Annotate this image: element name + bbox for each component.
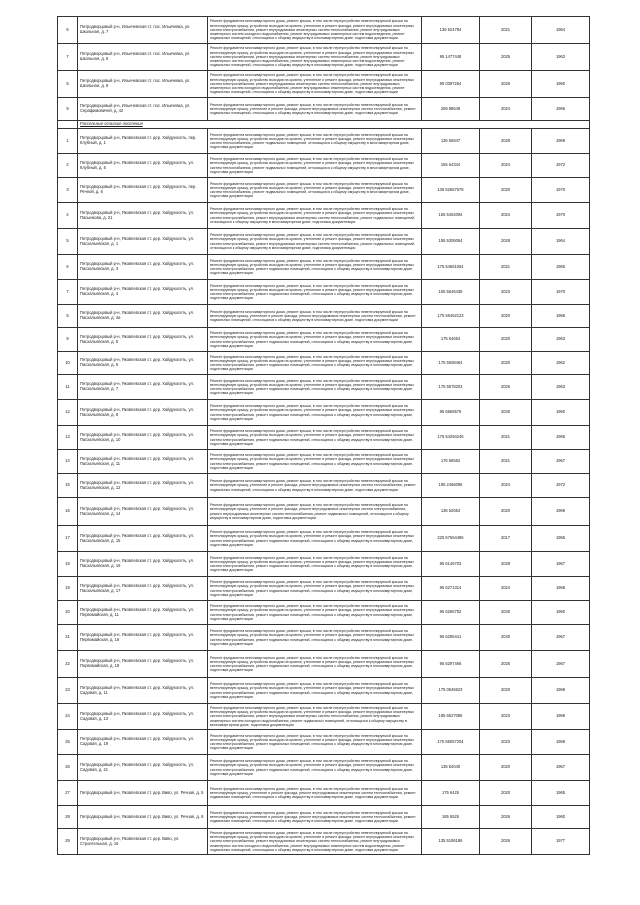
row-number-cell: 22 [58,651,78,678]
address-cell: Петродворцовый р-н, Яковлевская ст. дер. Хайдукосеть, ул. Пасхальевская, д. 16 [78,552,208,577]
build-year-cell: 1960 [532,601,590,625]
work-description-cell: Ремонт фундамента многоквартирного дома, ремонт крыши, в том числе переустройство невентилируемой крыши на вентилируемую крышу, устройство выходов на кровлю, утепление и ремонт фасада, ремонт внутридомовых инженерных систем электроснабжения, ремонт внутридомовых инженерных систем теплоснабжения, ремонт внутридомовых инженерных систем холодного водоснабжения, ремонт внутридомовых инженерных систем водоотведения, ремонт подвальных помещений, относящихся к общему имуществу в многоквартирном доме, подготовка документации [208,44,422,71]
repair-year-cell: 2029 [480,552,532,577]
work-description-cell: Ремонт фундамента многоквартирного дома, ремонт крыши, в том числе переустройство невентилируемой крыши на вентилируемую крышу, устройство выходов на кровлю, утепление и ремонт фасада, ремонт внутридомовых инженерных систем электроснабжения, ремонт подвальных помещений, относящихся к общему имуществу в многоквартирном доме, подготовка документации [208,755,422,781]
address-cell: Петродворцовый р-н, Яковлевская ст. дер. Хайдукосеть, ул. Пасынкова, д. 21 [78,203,208,229]
row-number-cell: 25 [58,730,78,755]
address-cell: Петродворцовый р-н, Яковлевская ст. дер. Хайдукосеть, ул. Пасхальевская, д. 4 [78,280,208,305]
repair-year-cell: 2020 [480,352,532,375]
repair-year-cell: 2024 [480,203,532,229]
work-description-cell: Ремонт фундамента многоквартирного дома, ремонт крыши, в том числе переустройство невентилируемой крыши на вентилируемую крышу, устройство выходов на кровлю, утепление и ремонт фасада, ремонт внутридомовых инженерных систем электроснабжения, ремонт подвальных помещений, относящихся к общему имуществу в многоквартирном доме, подготовка документации [208,601,422,625]
row-number-cell: 24 [58,704,78,730]
cost-cell: 155 5454094 [422,203,480,229]
build-year-cell: 1977 [532,829,590,855]
repair-year-cell: 2020 [480,678,532,704]
address-cell: Петродворцовый р-н, Яковлевская ст. дер. Хайдукосеть, ул. Пасхальевская, д. 1 [78,229,208,255]
repair-year-cell: 2023 [480,704,532,730]
table-row [58,651,590,678]
repair-year-cell: 2021 [480,17,532,44]
table-row [58,400,590,426]
address-cell: Петродворцовый р-н, Яковлевская ст. дер. Хайдукосеть, ул. Пасхальевская, д. 15 [78,526,208,552]
repair-year-cell: 2024 [480,577,532,601]
row-number-cell: 20 [58,601,78,625]
cost-cell: 135 5186186 [422,829,480,855]
table-row [58,755,590,781]
build-year-cell: 1963 [532,375,590,400]
work-description-cell: Ремонт фундамента многоквартирного дома, ремонт крыши, в том числе переустройство невентилируемой крыши на вентилируемую крышу, утепление и ремонт фасада, ремонт внутридомовых инженерных систем теплоснабжения, ремонт подвальных помещений, относящихся к общему имуществу в многоквартирном доме, подготовка документации [208,305,422,328]
row-number-cell: 2 [58,154,78,178]
build-year-cell: 1960 [532,400,590,426]
work-description-cell: Ремонт фундамента многоквартирного дома, ремонт крыши, в том числе переустройство невентилируемой крыши на вентилируемую крышу, утепление и ремонт фасада, ремонт внутридомовых инженерных систем электроснабжения, ремонт внутридомовых инженерных систем теплоснабжения, ремонт подвальных помещений, относящихся к общему имуществу в многоквартирном доме, подготовка документации [208,498,422,526]
row-number-cell: 5 [58,229,78,255]
work-description-cell: Ремонт фундамента многоквартирного дома, ремонт крыши, в том числе переустройство невентилируемой крыши на вентилируемую крышу, устройство выходов на кровлю, утепление и ремонт фасада, ремонт внутридомовых инженерных систем теплоснабжения, ремонт подвальных помещений, относящихся к общему имуществу в многоквартирном доме, подготовка документации [208,178,422,203]
repair-year-cell: 2026 [480,651,532,678]
repair-year-cell: 2020 [480,498,532,526]
cost-cell: 95 6271314 [422,577,480,601]
cost-cell: 95 0397264 [422,71,480,98]
work-description-cell: Ремонт фундамента многоквартирного дома, ремонт крыши, в том числе переустройство невентилируемой крыши на вентилируемую крышу, устройство выходов на кровлю, утепление и ремонт фасада, ремонт внутридомовых инженерных систем электроснабжения, ремонт внутридомовых инженерных систем теплоснабжения, ремонт внутридомовых инженерных систем холодного водоснабжения, ремонт внутридомовых инженерных систем водоотведения, ремонт подвальных помещений, относящихся к общему имуществу в многоквартирном доме, подготовка документации [208,71,422,98]
top-rows [58,17,590,121]
work-description-cell: Ремонт фундамента многоквартирного дома, ремонт крыши, в том числе переустройство невентилируемой крыши на вентилируемую крышу, утепление и ремонт фасада, ремонт внутридомовых инженерных систем теплоснабжения, ремонт подвальных помещений, относящихся к общему имуществу в многоквартирном доме, подготовка документации [208,98,422,121]
address-cell: Петродворцовый р-н, Яковлевская ст. дер. Хайдукосеть, ул. Садовая, д. 19 [78,730,208,755]
table-row [58,781,590,806]
cost-cell: 95 6295441 [422,625,480,651]
address-cell: Петродворцовый р-н, Яковлевская ст. дер. Виво, ул. Строительная, д. 16 [78,829,208,855]
address-cell: Петродворцовый р-н, Яковлевская ст. дер. Виво, ул. Речная, д. 5 [78,781,208,806]
work-description-cell: Ремонт фундамента многоквартирного дома, ремонт крыши, в том числе переустройство невентилируемой крыши на вентилируемую крышу, устройство выходов на кровлю, утепление и ремонт фасада, ремонт внутридомовых инженерных систем электроснабжения, ремонт подвальных помещений, относящихся к общему имуществу в многоквартирном доме, подготовка документации [208,730,422,755]
row-number-cell: 26 [58,755,78,781]
cost-cell: 175 6425 [422,781,480,806]
build-year-cell: 1969 [532,498,590,526]
cost-cell: 225 57564486 [422,526,480,552]
address-cell: Петродворцовый р-н, Яковлевская ст. дер. Хайдукосеть, ул. Первомайская, д. 16 [78,625,208,651]
address-cell: Петродворцовый р-н, Яковлевская ст. дер. Хайдукосеть, ул. Садовая, д. 13 [78,704,208,730]
work-description-cell: Ремонт фундамента многоквартирного дома, ремонт крыши, в том числе переустройство невентилируемой крыши на вентилируемую крышу, утепление и ремонт фасада, ремонт внутридомовых инженерных систем теплоснабжения, ремонт подвальных помещений, относящихся к общему имуществу в многоквартирном доме, подготовка документации [208,806,422,829]
address-cell: Петродворцовый р-н, Яковлевская ст. дер. Хайдукосеть, ул. Пасхальевская, д. 11 [78,450,208,474]
section-num-cell [58,121,78,129]
address-cell: Петродворцовый р-н, Яковлевская ст. дер. Хайдукосеть, ул. Пасхальевская, д. 6 [78,352,208,375]
row-number-cell: 3 [58,178,78,203]
build-year-cell: 1967 [532,651,590,678]
build-year-cell: 1970 [532,203,590,229]
row-number-cell: 21 [58,625,78,651]
row-number-cell: 23 [58,678,78,704]
address-cell: Петродворцовый р-н, Яковлевская ст. дер. Хайдукосеть, ул. Садовая, д. 11 [78,678,208,704]
table-row [58,625,590,651]
table-row [58,498,590,526]
work-description-cell: Ремонт фундамента многоквартирного дома, ремонт крыши, в том числе переустройство невентилируемой крыши на вентилируемую крышу, устройство выходов на кровлю, утепление и ремонт фасада, ремонт внутридомовых инженерных систем электроснабжения, ремонт подвальных помещений, относящихся к общему имуществу в многоквартирном доме, подготовка документации [208,526,422,552]
table-row [58,178,590,203]
address-cell: Петродворцовый р-н, Яковлевская ст. дер. Хайдукосеть, ул. Пасхальевская, д. 3 [78,255,208,280]
build-year-cell: 1965 [532,305,590,328]
row-number-cell: 11 [58,375,78,400]
cost-cell: 95 6266752 [422,601,480,625]
row-number-cell: 10 [58,352,78,375]
address-cell: Петродворцовый р-н, Яковлевская ст. дер. Хайдукосеть, пер. Речной, д. 6 [78,178,208,203]
build-year-cell: 1970 [532,280,590,305]
row-number-cell: 13 [58,426,78,450]
row-number-cell: 8 [58,71,78,98]
table-row [58,704,590,730]
table-row [58,601,590,625]
repair-year-cell: 2040 [480,400,532,426]
row-number-cell: 17 [58,526,78,552]
repair-year-cell: 2020 [480,178,532,203]
address-cell: Петродворцовый р-н, Яковлевская ст. дер. Хайдукосеть, пер. Клубный, д. 1 [78,129,208,154]
repair-year-cell: 2025 [480,44,532,71]
capital-repair-table [57,16,590,855]
cost-cell: 176 56562 [422,450,480,474]
cost-cell: 95 6146703 [422,552,480,577]
cost-cell: 136 52654 [422,498,480,526]
work-description-cell: Ремонт фундамента многоквартирного дома, ремонт крыши, в том числе переустройство невентилируемой крыши на вентилируемую крышу, устройство выходов на кровлю, утепление и ремонт фасада, ремонт внутридомовых инженерных систем электроснабжения, ремонт подвальных помещений, относящихся к общему имуществу в многоквартирном доме, подготовка документации [208,400,422,426]
cost-cell: 195 2466096 [422,474,480,498]
build-year-cell: 1967 [532,625,590,651]
work-description-cell: Ремонт фундамента многоквартирного дома, ремонт крыши, в том числе переустройство невентилируемой крыши на вентилируемую крышу, устройство выходов на кровлю, утепление и ремонт фасада, ремонт внутридомовых инженерных систем электроснабжения, ремонт подвальных помещений, относящихся к общему имуществу в многоквартирном доме, подготовка документации [208,450,422,474]
build-year-cell: 1965 [532,781,590,806]
work-description-cell: Ремонт фундамента многоквартирного дома, ремонт крыши, в том числе переустройство невентилируемой крыши на вентилируемую крышу, устройство выходов на кровлю, утепление и ремонт фасада, ремонт внутридомовых инженерных систем электроснабжения, ремонт подвальных помещений, относящихся к общему имуществу в многоквартирном доме, подготовка документации [208,280,422,305]
cost-cell: 175 54661064 [422,255,480,280]
table-row [58,829,590,855]
table-row [58,229,590,255]
table-row [58,154,590,178]
build-year-cell: 1964 [532,229,590,255]
address-cell: Петродворцовый р-н, Ильичевская ст. пос. Ильичевка, ул. Школьная, д. 9 [78,71,208,98]
work-description-cell: Ремонт фундамента многоквартирного дома, ремонт крыши, в том числе переустройство невентилируемой крыши на вентилируемую крышу, устройство выходов на кровлю, утепление и ремонт фасада, ремонт внутридомовых инженерных систем электроснабжения, ремонт подвальных помещений, относящихся к общему имуществу в многоквартирном доме, подготовка документации [208,375,422,400]
build-year-cell: 1967 [532,755,590,781]
repair-year-cell: 2040 [480,601,532,625]
build-year-cell: 1969 [532,704,590,730]
build-year-cell: 1965 [532,526,590,552]
table-row [58,450,590,474]
address-cell: Петродворцовый р-н, Ильичевская ст. пос. Ильичевка, ул. Серафимовичей, д. 42 [78,98,208,121]
section-row [58,121,590,129]
work-description-cell: Ремонт фундамента многоквартирного дома, ремонт крыши, в том числе переустройство невентилируемой крыши на вентилируемую крышу, устройство выходов на кровлю, утепление и ремонт фасада, ремонт внутридомовых инженерных систем электроснабжения, ремонт внутридомовых инженерных систем теплоснабжения, ремонт подвальных помещений, относящихся к общему имуществу в многоквартирном доме, подготовка документации [208,229,422,255]
build-year-cell: 1966 [532,98,590,121]
work-description-cell: Ремонт фундамента многоквартирного дома, ремонт крыши, в том числе переустройство невентилируемой крыши на вентилируемую крышу, устройство выходов на кровлю, утепление и ремонт фасада, ремонт внутридомовых инженерных систем электроснабжения, ремонт внутридомовых инженерных систем теплоснабжения, ремонт внутридомовых инженерных систем холодного водоснабжения, ремонт внутридомовых инженерных систем водоотведения, ремонт подвальных помещений, относящихся к общему имуществу в многоквартирном доме, подготовка документации [208,829,422,855]
work-description-cell: Ремонт фундамента многоквартирного дома, ремонт крыши, в том числе переустройство невентилируемой крыши на вентилируемую крышу, устройство выходов на кровлю, утепление и ремонт фасада, ремонт внутридомовых инженерных систем электроснабжения, ремонт подвальных помещений, относящихся к общему имуществу в многоквартирном доме, подготовка документации [208,651,422,678]
work-description-cell: Ремонт фундамента многоквартирного дома, ремонт крыши, в том числе переустройство невентилируемой крыши на вентилируемую крышу, устройство выходов на кровлю, утепление и ремонт фасада, ремонт внутридомовых инженерных систем электроснабжения, ремонт внутридомовых инженерных систем теплоснабжения, ремонт внутридомовых инженерных систем холодного водоснабжения, ремонт подвальных помещений, относящихся к общему имуществу в многоквартирном доме, подготовка документации [208,704,422,730]
address-cell: Петродворцовый р-н, Яковлевская ст. дер. Хайдукосеть, ул. Первомайская, д. 18 [78,651,208,678]
address-cell: Петродворцовый р-н, Яковлевская ст. дер. Хайдукосеть, ул. Пасхальевская, д. 14 [78,498,208,526]
table-row [58,280,590,305]
table-row [58,328,590,352]
repair-year-cell: 2023 [480,730,532,755]
address-cell: Петродворцовый р-н, Яковлевская ст. дер. Хайдукосеть, ул. Пасхальевская, д. 10 [78,426,208,450]
build-year-cell: 1970 [532,178,590,203]
row-number-cell: 8 [58,305,78,328]
row-number-cell: 6 [58,255,78,280]
table-row [58,526,590,552]
build-year-cell: 1962 [532,352,590,375]
cost-cell: 95 6566576 [422,400,480,426]
repair-year-cell: 2026 [480,806,532,829]
row-number-cell: 28 [58,806,78,829]
build-year-cell: 1960 [532,806,590,829]
row-number-cell: 9 [58,328,78,352]
section-rows [58,129,590,855]
address-cell: Петродворцовый р-н, Яковлевская ст. дер. Хайдукосеть, ул. Пасхальевская, д. 17 [78,577,208,601]
build-year-cell: 1967 [532,552,590,577]
work-description-cell: Ремонт фундамента многоквартирного дома, ремонт крыши, в том числе переустройство невентилируемой крыши на вентилируемую крышу, устройство выходов на кровлю, утепление и ремонт фасада, ремонт внутридомовых инженерных систем электроснабжения, ремонт подвальных помещений, относящихся к общему имуществу в многоквартирном доме, подготовка документации [208,552,422,577]
address-cell: Петродворцовый р-н, Яковлевская ст. дер. Хайдукосеть, ул. Пасхальевская, д. 8 [78,400,208,426]
work-description-cell: Ремонт фундамента многоквартирного дома, ремонт крыши, в том числе переустройство невентилируемой крыши на вентилируемую крышу, устройство выходов на кровлю, утепление и ремонт фасада, ремонт внутридомовых инженерных систем электроснабжения, ремонт подвальных помещений, относящихся к общему имуществу в многоквартирном доме, подготовка документации [208,255,422,280]
cost-cell: 175 54294246 [422,426,480,450]
address-cell: Петродворцовый р-н, Яковлевская ст. дер. Хайдукосеть, ул. Пасхальевская, д. 5 [78,328,208,352]
row-number-cell: 9 [58,98,78,121]
table-row [58,577,590,601]
table-row [58,129,590,154]
address-cell: Петродворцовый р-н, Ильичевская ст. пос. Ильичевка, ул. Школьная, д. 8 [78,44,208,71]
row-number-cell: 15 [58,474,78,498]
table-row [58,426,590,450]
address-cell: Петродворцовый р-н, Яковлевская ст. дер. Хайдукосеть, ул. Первомайская, д. 11 [78,601,208,625]
build-year-cell: 1969 [532,730,590,755]
repair-year-cell: 2023 [480,280,532,305]
table-row [58,203,590,229]
repair-year-cell: 2020 [480,781,532,806]
work-description-cell: Ремонт фундамента многоквартирного дома, ремонт крыши, в том числе переустройство невентилируемой крыши на вентилируемую крышу, устройство выходов на кровлю, утепление и ремонт фасада, ремонт внутридомовых инженерных систем электроснабжения, ремонт подвальных помещений, относящихся к общему имуществу в многоквартирном доме, подготовка документации [208,426,422,450]
cost-cell: 175 5508464 [422,352,480,375]
build-year-cell: 1969 [532,678,590,704]
work-description-cell: Ремонт фундамента многоквартирного дома, ремонт крыши, в том числе переустройство невентилируемой крыши на вентилируемую крышу, устройство выходов на кровлю, утепление и ремонт фасада, ремонт внутридомовых инженерных систем электроснабжения, ремонт внутридомовых инженерных систем теплоснабжения, ремонт внутридомовых инженерных систем холодного водоснабжения, ремонт внутридомовых инженерных систем водоотведения, ремонт подвальных помещений, относящихся к общему имуществу в многоквартирном доме, подготовка документации [208,17,422,44]
cost-cell: 175 0546623 [422,678,480,704]
address-cell: Петродворцовый р-н, Яковлевская ст. дер. Виво, ул. Речная, д. 8 [78,806,208,829]
repair-year-cell: 2024 [480,154,532,178]
cost-cell: 135 64040 [422,755,480,781]
row-number-cell: 14 [58,450,78,474]
repair-year-cell: 2024 [480,474,532,498]
row-number-cell: 18 [58,552,78,577]
repair-year-cell: 2020 [480,755,532,781]
address-cell: Петродворцовый р-н, Яковлевская ст. дер. Хайдукосеть, ул. Пасхальевская, д. 12 [78,474,208,498]
row-number-cell: 4 [58,203,78,229]
cost-cell: 155 64344 [422,154,480,178]
work-description-cell: Ремонт фундамента многоквартирного дома, ремонт крыши, в том числе переустройство невентилируемой крыши на вентилируемую крышу, устройство выходов на кровлю, утепление и ремонт фасада, ремонт внутридомовых инженерных систем электроснабжения, ремонт внутридомовых инженерных систем теплоснабжения, ремонт подвальных помещений, относящихся к общему имуществу в многоквартирном доме, подготовка документации [208,203,422,229]
address-cell: Петродворцовый р-н, Яковлевская ст. дер. Хайдукосеть, ул. Садовая, д. 21 [78,755,208,781]
work-description-cell: Ремонт фундамента многоквартирного дома, ремонт крыши, в том числе переустройство невентилируемой крыши на вентилируемую крышу, устройство выходов на кровлю, утепление и ремонт фасада, ремонт внутридомовых инженерных систем электроснабжения, ремонт подвальных помещений, относящихся к общему имуществу в многоквартирном доме, подготовка документации [208,328,422,352]
work-description-cell: Ремонт фундамента многоквартирного дома, ремонт крыши, в том числе переустройство невентилируемой крыши на вентилируемую крышу, утепление и ремонт фасада, ремонт внутридомовых инженерных систем теплоснабжения, ремонт подвальных помещений, относящихся к общему имуществу в многоквартирном доме, подготовка документации [208,474,422,498]
repair-year-cell: 2021 [480,450,532,474]
build-year-cell: 1967 [532,450,590,474]
address-cell: Петродворцовый р-н, Яковлевская ст. дер. Хайдукосеть, ул. Клубный, д. 5 [78,154,208,178]
build-year-cell: 1968 [532,577,590,601]
repair-year-cell: 2028 [480,129,532,154]
work-description-cell: Ремонт фундамента многоквартирного дома, ремонт крыши, в том числе переустройство невентилируемой крыши на вентилируемую крышу, устройство выходов на кровлю, утепление и ремонт фасада, ремонт внутридомовых инженерных систем электроснабжения, ремонт подвальных помещений, относящихся к общему имуществу в многоквартирном доме, подготовка документации [208,678,422,704]
section-title: Рассельные сельские поселения [78,121,590,129]
cost-cell: 95 6297466 [422,651,480,678]
repair-year-cell: 2026 [480,375,532,400]
repair-year-cell: 2026 [480,71,532,98]
address-cell: Петродворцовый р-н, Яковлевская ст. дер. Хайдукосеть, ул. Пасхальевская, д. 4а [78,305,208,328]
table-row [58,255,590,280]
repair-year-cell: 2020 [480,305,532,328]
work-description-cell: Ремонт фундамента многоквартирного дома, ремонт крыши, в том числе переустройство невентилируемой крыши на вентилируемую крышу, устройство выходов на кровлю, утепление и ремонт фасада, ремонт внутридомовых инженерных систем теплоснабжения, ремонт подвальных помещений, относящихся к общему имуществу в многоквартирном доме, подготовка документации [208,129,422,154]
table-row [58,44,590,71]
row-number-cell: 7 [58,280,78,305]
repair-year-cell: 2024 [480,98,532,121]
cost-cell: 136 52667678 [422,178,480,203]
cost-cell: 136 65847 [422,129,480,154]
row-number-cell: 29 [58,829,78,855]
cost-cell: 175 5578203 [422,375,480,400]
build-year-cell: 1972 [532,474,590,498]
repair-year-cell: 2021 [480,255,532,280]
address-cell: Петродворцовый р-н, Яковлевская ст. дер. Хайдукосеть, ул. Пасхальевская, д. 7 [78,375,208,400]
row-number-cell: 27 [58,781,78,806]
work-description-cell: Ремонт фундамента многоквартирного дома, ремонт крыши, в том числе переустройство невентилируемой крыши на вентилируемую крышу, утепление и ремонт фасада, ремонт внутридомовых инженерных систем теплоснабжения, ремонт подвальных помещений, относящихся к общему имуществу в многоквартирном доме, подготовка документации [208,781,422,806]
repair-year-cell: 2040 [480,625,532,651]
cost-cell: 155 5646435 [422,280,480,305]
work-description-cell: Ремонт фундамента многоквартирного дома, ремонт крыши, в том числе переустройство невентилируемой крыши на вентилируемую крышу, устройство выходов на кровлю, утепление и ремонт фасада, ремонт внутридомовых инженерных систем электроснабжения, ремонт подвальных помещений, относящихся к общему имуществу в многоквартирном доме, подготовка документации [208,352,422,375]
work-description-cell: Ремонт фундамента многоквартирного дома, ремонт крыши, в том числе переустройство невентилируемой крыши на вентилируемую крышу, устройство выходов на кровлю, утепление и ремонт фасада, ремонт внутридомовых инженерных систем электроснабжения, ремонт подвальных помещений, относящихся к общему имуществу в многоквартирном доме, подготовка документации [208,577,422,601]
build-year-cell: 1963 [532,44,590,71]
cost-cell: 136 524784 [422,17,480,44]
section-header [58,121,590,129]
build-year-cell: 1965 [532,255,590,280]
repair-year-cell: 2017 [480,526,532,552]
document-page [57,16,589,855]
row-number-cell: 6 [58,17,78,44]
build-year-cell: 1972 [532,154,590,178]
table-row [58,474,590,498]
cost-cell: 259 98648 [422,98,480,121]
cost-cell: 175 65057204 [422,730,480,755]
repair-year-cell: 2026 [480,829,532,855]
repair-year-cell: 2028 [480,229,532,255]
table-row [58,352,590,375]
build-year-cell: 1963 [532,328,590,352]
table-row [58,305,590,328]
cost-cell: 95 1477448 [422,44,480,71]
cost-cell: 185 6527086 [422,704,480,730]
row-number-cell: 19 [58,577,78,601]
cost-cell: 175 54654 [422,328,480,352]
row-number-cell: 12 [58,400,78,426]
row-number-cell: 1 [58,129,78,154]
repair-year-cell: 2021 [480,426,532,450]
cost-cell: 155 5306064 [422,229,480,255]
table-row [58,678,590,704]
build-year-cell: 1969 [532,129,590,154]
row-number-cell: 7 [58,44,78,71]
cost-cell: 175 55462123 [422,305,480,328]
table-row [58,71,590,98]
repair-year-cell: 2020 [480,328,532,352]
build-year-cell: 1964 [532,17,590,44]
table-row [58,98,590,121]
table-row [58,806,590,829]
address-cell: Петродворцовый р-н, Ильичевская ст. пос. Ильичевка, ул. Школьная, д. 7 [78,17,208,44]
work-description-cell: Ремонт фундамента многоквартирного дома, ремонт крыши, в том числе переустройство невентилируемой крыши на вентилируемую крышу, устройство выходов на кровлю, утепление и ремонт фасада, ремонт внутридомовых инженерных систем электроснабжения, ремонт подвальных помещений, относящихся к общему имуществу в многоквартирном доме, подготовка документации [208,625,422,651]
table-row [58,730,590,755]
table-row [58,17,590,44]
cost-cell: 185 6525 [422,806,480,829]
build-year-cell: 1960 [532,71,590,98]
work-description-cell: Ремонт фундамента многоквартирного дома, ремонт крыши, в том числе переустройство невентилируемой крыши на вентилируемую крышу, устройство выходов на кровлю, утепление и ремонт фасада, ремонт внутридомовых инженерных систем теплоснабжения, ремонт подвальных помещений, относящихся к общему имуществу в многоквартирном доме, подготовка документации [208,154,422,178]
table-row [58,375,590,400]
row-number-cell: 16 [58,498,78,526]
build-year-cell: 1965 [532,426,590,450]
table-row [58,552,590,577]
